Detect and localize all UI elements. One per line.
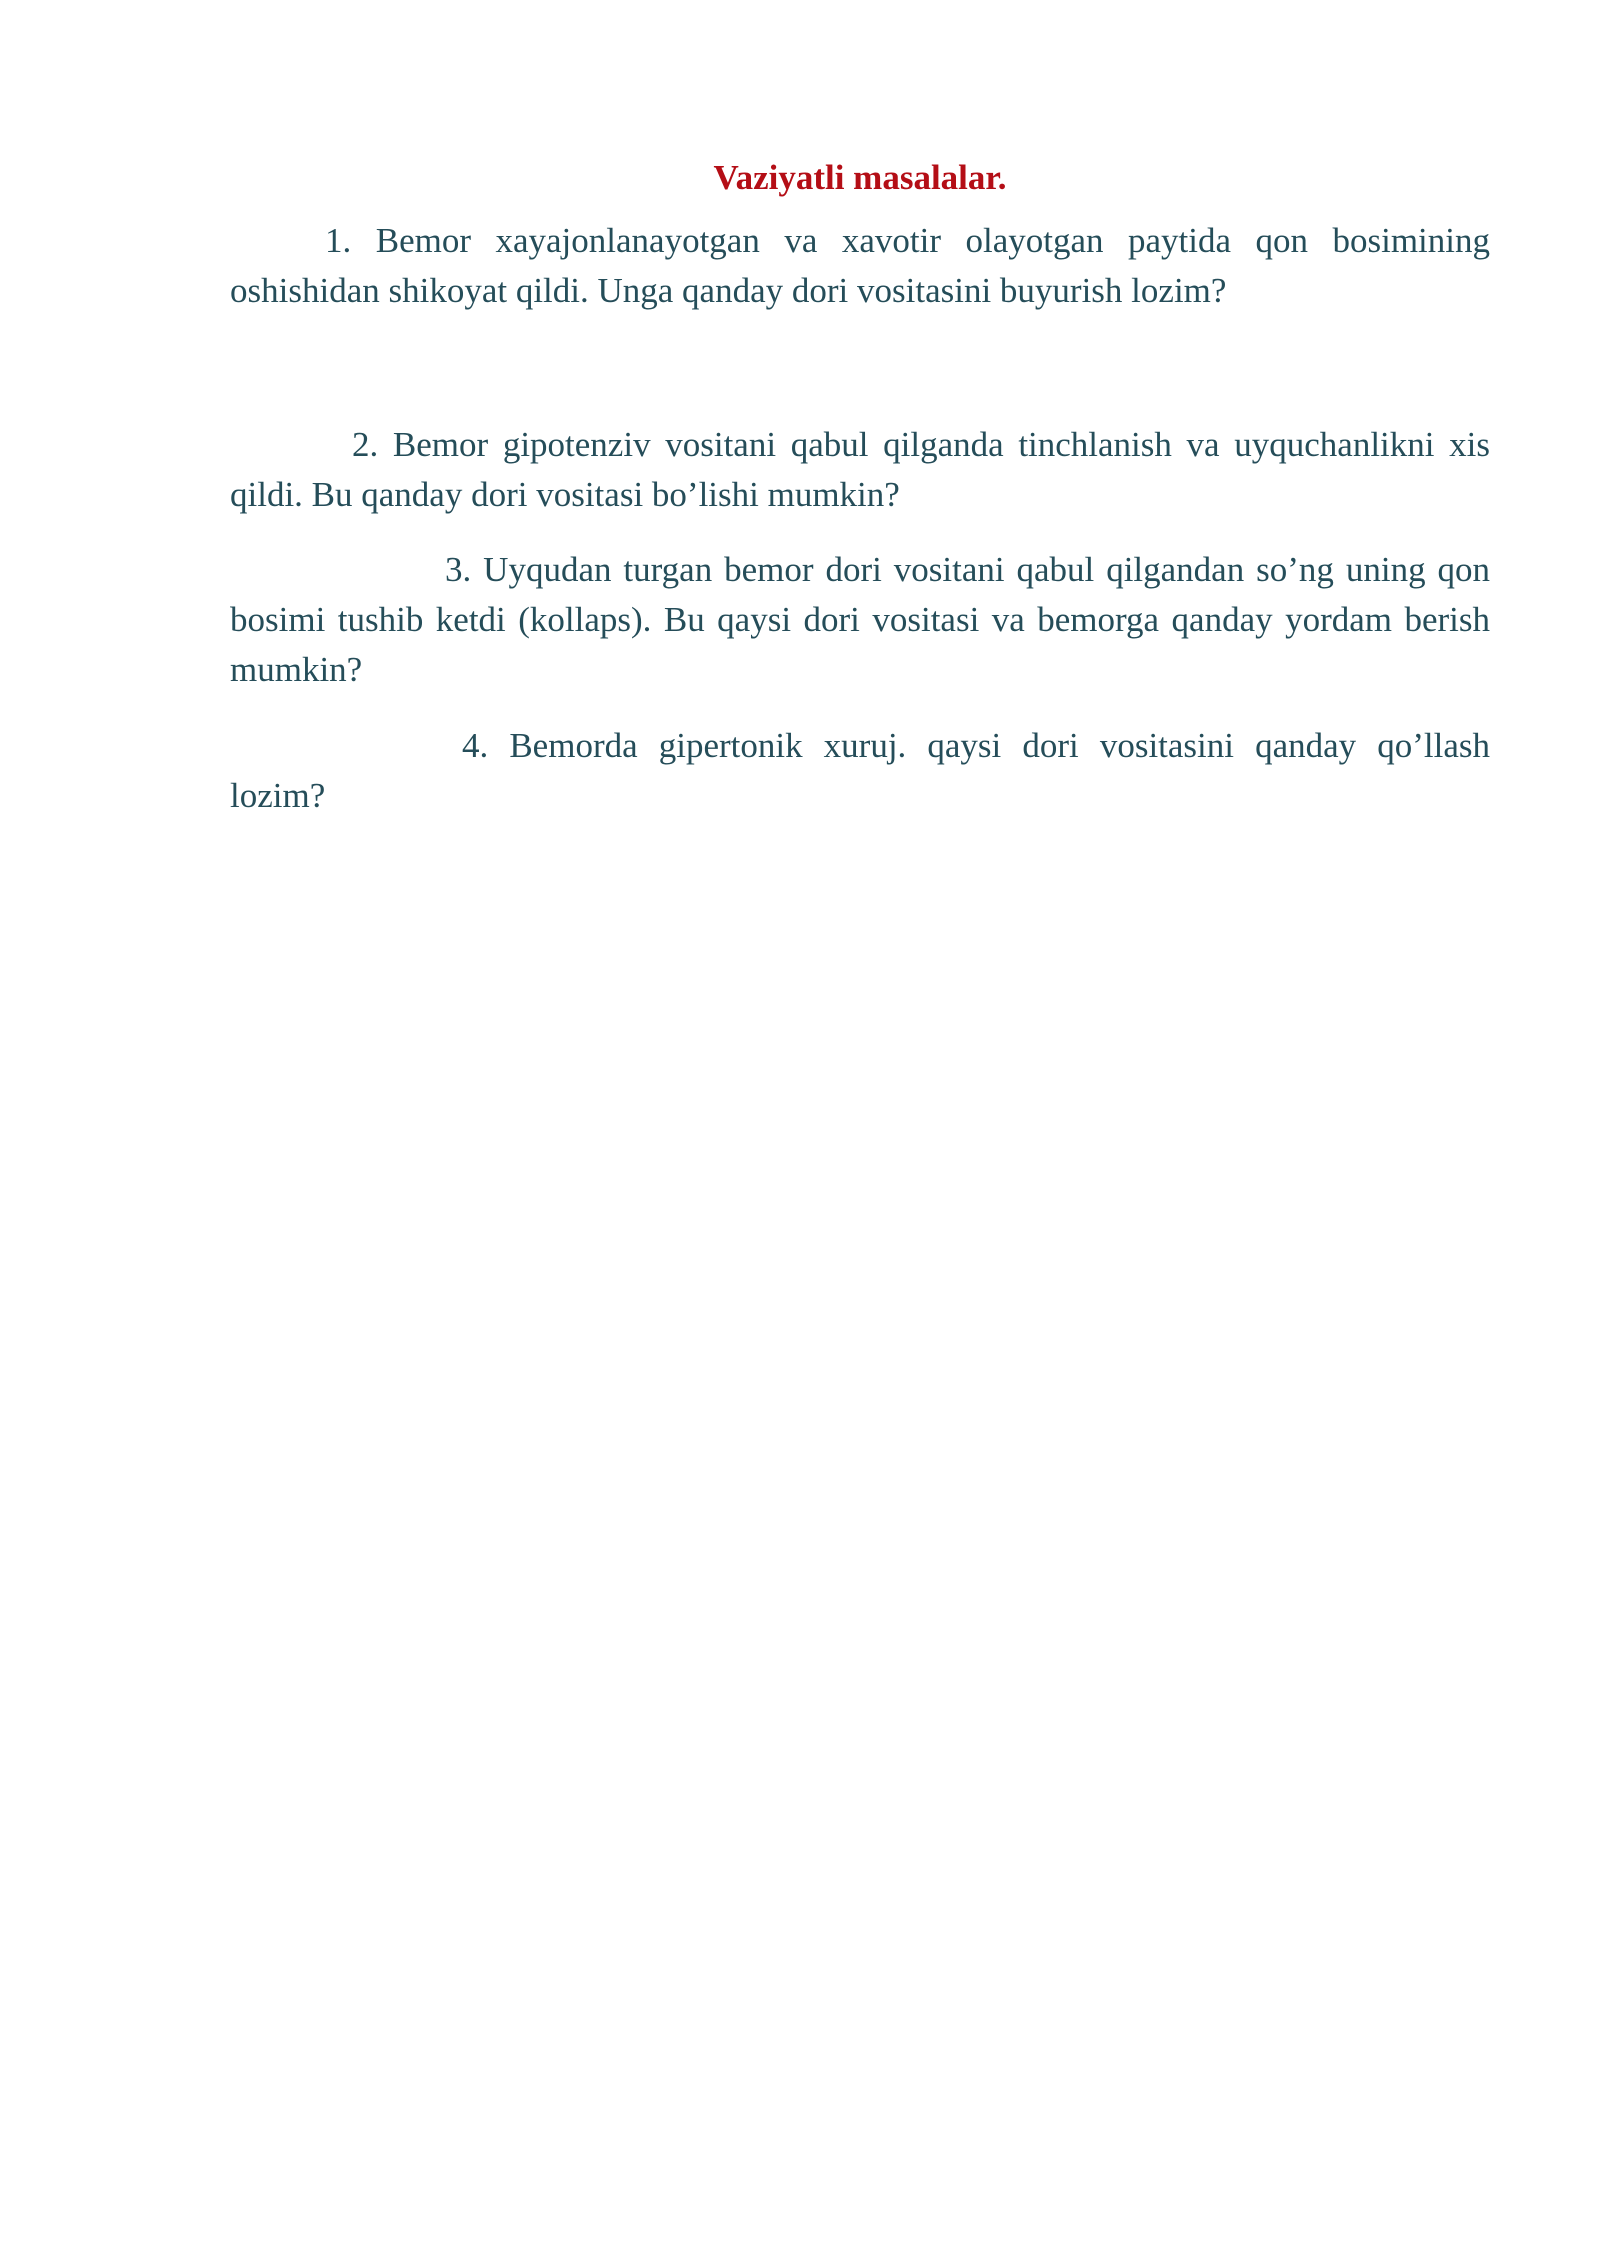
task-item-3: 3. Uyqudan turgan bemor dori vositani qabul qilgandan so’ng uning qon bosimi tushib ketdi (kollaps). Bu qaysi dori vositasi va bemorga qanday yordam berish mumkin? xyxy=(230,550,1490,689)
task-item-2: 2. Bemor gipotenziv vositani qabul qilganda tinchlanish va uyquchanlikni xis qildi. Bu qanday dori vositasi bo’lishi mumkin? xyxy=(230,425,1490,514)
task-item-1: 1. Bemor xayajonlanayotgan va xavotir olayotgan paytida qon bosimining oshishidan shikoyat qildi. Unga qanday dori vositasini buyurish lozim? xyxy=(230,221,1490,310)
task-item-4: 4. Bemorda gipertonik xuruj. qaysi dori vositasini qanday qo’llash lozim? xyxy=(230,726,1490,815)
document-content xyxy=(230,148,1490,821)
document-title: Vaziyatli masalalar. xyxy=(713,158,1007,197)
